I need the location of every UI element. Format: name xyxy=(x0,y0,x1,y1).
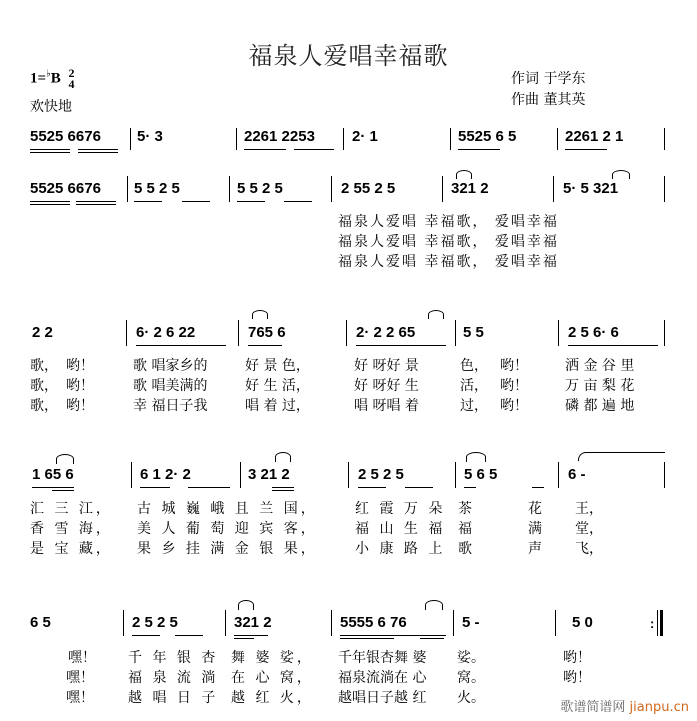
beam xyxy=(340,635,446,636)
measure: 5 0 xyxy=(572,614,593,631)
barline xyxy=(331,176,332,202)
repeat-barline-thin xyxy=(657,610,658,636)
beam xyxy=(234,635,268,636)
measure: 5 5 xyxy=(463,324,484,341)
lyric: 嘿！ xyxy=(66,670,94,686)
barline xyxy=(664,462,665,488)
key-signature xyxy=(30,68,75,90)
measure: 5555 6 76 xyxy=(340,614,407,631)
slur xyxy=(275,452,291,462)
barline xyxy=(229,176,230,202)
barline xyxy=(664,320,665,346)
score-line-1 xyxy=(0,128,697,158)
lyric: 是 宝 藏， xyxy=(30,541,113,557)
measure: 5 5 2 5 xyxy=(237,180,283,197)
measure: 6 - xyxy=(568,466,586,483)
lyric: 歌 唱美满的 xyxy=(133,378,208,394)
slur xyxy=(428,310,444,319)
barline xyxy=(123,610,124,636)
barline xyxy=(555,610,556,636)
measure: 6 1 2· 2 xyxy=(140,466,191,483)
lyric: 红 霞 万 朵 xyxy=(355,501,446,517)
lyric: 哟！ xyxy=(563,670,591,686)
barline xyxy=(558,320,559,346)
lyric: 哟！ xyxy=(500,378,528,394)
beam xyxy=(175,635,203,636)
lyric: 幸 福日子我 xyxy=(133,398,208,414)
lyric: 过， xyxy=(460,398,488,414)
repeat-barline-thick xyxy=(660,610,663,636)
barline xyxy=(558,462,559,488)
lyric: 王， xyxy=(575,501,603,517)
measure: 5· 3 xyxy=(137,128,163,145)
key-prefix: 1= xyxy=(30,70,47,87)
slur xyxy=(466,452,486,462)
lyric: 万 亩 梨 花 xyxy=(565,378,635,394)
lyric: 歌， xyxy=(30,358,58,374)
lyric: 哟！ xyxy=(563,650,591,666)
slur xyxy=(456,170,472,179)
barline xyxy=(343,128,344,150)
lyric: 哟！ xyxy=(66,398,94,414)
beam xyxy=(294,149,334,150)
lyric: 歌 唱家乡的 xyxy=(133,358,208,374)
measure: 6 5 xyxy=(30,614,51,631)
lyric-line: 福泉人爱唱 幸福歌， 爱唱幸福 xyxy=(338,214,559,230)
barline xyxy=(664,128,665,150)
score-line-4 xyxy=(0,466,697,496)
beam xyxy=(132,635,160,636)
measure: 5 5 2 5 xyxy=(134,180,180,197)
measure: 5525 6 5 xyxy=(458,128,517,145)
measure: 5 6 5 xyxy=(464,466,498,483)
beam xyxy=(78,152,118,153)
lyric: 娑。 xyxy=(457,650,485,666)
beam xyxy=(405,487,433,488)
beam xyxy=(30,149,70,150)
lyric: 越 红 火， xyxy=(231,690,314,706)
lyric: 小 康 路 上 xyxy=(355,541,446,557)
measure: 5525 6676 xyxy=(30,180,101,197)
lyric: 活， xyxy=(460,378,488,394)
lyric: 嘿！ xyxy=(68,650,96,666)
beam xyxy=(272,490,294,491)
lyric: 福 山 生 福 xyxy=(355,521,446,537)
tempo-marking: 欢快地 xyxy=(30,99,72,115)
beam xyxy=(532,487,544,488)
beam xyxy=(78,149,118,150)
watermark-cn: 歌谱简谱网 xyxy=(560,700,626,715)
lyric: 唱 着 过， xyxy=(245,398,310,414)
slur xyxy=(425,600,443,610)
barline xyxy=(442,176,443,202)
lyric: 福 泉 流 淌 xyxy=(128,670,219,686)
lyric: 汇 三 江， xyxy=(30,501,113,517)
barline xyxy=(130,128,131,150)
lyric: 香 雪 海， xyxy=(30,521,113,537)
lyric: 在 心 窝， xyxy=(231,670,314,686)
lyric: 磷 都 遍 地 xyxy=(565,398,635,414)
lyric: 福泉流淌在 心 xyxy=(338,670,427,686)
barline xyxy=(238,320,239,346)
slur xyxy=(252,310,268,319)
song-title: 福泉人爱唱幸福歌 xyxy=(248,42,449,70)
lyric: 窝。 xyxy=(457,670,485,686)
beam xyxy=(248,345,282,346)
beam xyxy=(340,638,394,639)
lyric: 好 景 色， xyxy=(245,358,310,374)
barline xyxy=(664,176,665,202)
composer-credit xyxy=(511,89,585,109)
lyric: 千年银杏舞 婆 xyxy=(338,650,427,666)
measure: 2 55 2 5 xyxy=(341,180,396,197)
lyric: 舞 婆 娑， xyxy=(231,650,314,666)
slur xyxy=(238,600,254,610)
lyric: 古 城 巍 峨 且 兰 国， xyxy=(137,501,318,517)
lyric: 唱 呀唱 着 xyxy=(354,398,419,414)
beam xyxy=(358,487,386,488)
lyric: 哟！ xyxy=(500,358,528,374)
lyric: 哟！ xyxy=(66,358,94,374)
beam xyxy=(30,201,70,202)
beam xyxy=(136,345,226,346)
lyricist-name: 于学东 xyxy=(543,71,586,87)
lyricist-label: 作词 xyxy=(511,71,539,87)
beam xyxy=(134,201,162,202)
beam xyxy=(234,638,254,639)
barline xyxy=(553,176,554,202)
watermark-en: jianpu.cn xyxy=(629,700,689,715)
beam xyxy=(182,201,210,202)
barline xyxy=(450,128,451,150)
beam xyxy=(237,201,265,202)
lyric: 歌， xyxy=(30,398,58,414)
measure: 5· 5 321 xyxy=(563,180,619,197)
measure: 2 5 2 5 xyxy=(132,614,178,631)
lyric: 越 唱 日 子 xyxy=(128,690,219,706)
measure: 765 6 xyxy=(248,324,286,341)
beam xyxy=(565,149,607,150)
measure: 2 2 xyxy=(32,324,53,341)
measure: 6· 2 6 22 xyxy=(136,324,196,341)
lyric: 哟！ xyxy=(66,378,94,394)
score-line-5 xyxy=(0,614,697,644)
lyric: 美 人 葡 萄 迎 宾 客， xyxy=(137,521,318,537)
barline xyxy=(127,176,128,202)
measure: 1 65 6 xyxy=(32,466,74,483)
watermark xyxy=(560,696,689,715)
beam xyxy=(420,638,444,639)
measure: 2· 1 xyxy=(352,128,378,145)
lyric: 千 年 银 杏 xyxy=(128,650,219,666)
barline xyxy=(348,462,349,488)
key-note: B xyxy=(50,70,61,87)
lyric-line: 福泉人爱唱 幸福歌， 爱唱幸福 xyxy=(338,254,559,270)
measure: 2 5 6· 6 xyxy=(568,324,619,341)
beam xyxy=(458,149,500,150)
beam xyxy=(188,487,230,488)
repeat-dots: : xyxy=(650,616,655,631)
lyric: 歌 xyxy=(458,541,472,557)
slur xyxy=(56,454,74,464)
beam xyxy=(52,490,74,491)
lyric: 堂， xyxy=(575,521,603,537)
lyric: 越唱日子越 红 xyxy=(338,690,427,706)
lyric: 好 生 活， xyxy=(245,378,310,394)
beam xyxy=(568,345,658,346)
beam xyxy=(76,204,116,205)
composer-label: 作曲 xyxy=(511,92,539,108)
barline xyxy=(455,320,456,346)
barline xyxy=(453,610,454,636)
lyric: 花 xyxy=(528,501,542,517)
lyric: 茶 xyxy=(458,501,472,517)
composer-name: 董其英 xyxy=(543,92,586,108)
barline xyxy=(131,462,132,488)
measure: 2261 2 1 xyxy=(565,128,624,145)
lyric-line: 福泉人爱唱 幸福歌， 爱唱幸福 xyxy=(338,234,559,250)
measure: 3 21 2 xyxy=(248,466,290,483)
beam xyxy=(30,204,70,205)
lyric: 洒 金 谷 里 xyxy=(565,358,635,374)
barline xyxy=(236,128,237,150)
measure: 321 2 xyxy=(234,614,272,631)
lyric: 歌， xyxy=(30,378,58,394)
measure: 2 5 2 5 xyxy=(358,466,404,483)
beam xyxy=(140,487,170,488)
barline xyxy=(557,128,558,150)
time-sig-top: 2 xyxy=(68,66,75,80)
measure: 2· 2 2 65 xyxy=(356,324,416,341)
lyric: 哟！ xyxy=(500,398,528,414)
tie xyxy=(578,452,665,461)
score-line-3 xyxy=(0,324,697,354)
beam xyxy=(272,487,294,488)
lyric: 果 乡 挂 满 金 银 果， xyxy=(137,541,318,557)
barline xyxy=(225,610,226,636)
barline xyxy=(240,462,241,488)
lyric: 声 xyxy=(528,541,542,557)
beam xyxy=(30,152,70,153)
slur xyxy=(612,170,630,179)
time-sig-bottom: 4 xyxy=(68,77,75,91)
barline xyxy=(346,320,347,346)
flat-sign: ♭ xyxy=(46,68,51,80)
lyric: 火。 xyxy=(457,690,485,706)
score-line-2 xyxy=(0,180,697,210)
beam xyxy=(284,201,312,202)
lyric: 好 呀好 生 xyxy=(354,378,419,394)
beam xyxy=(464,487,476,488)
lyric: 嘿！ xyxy=(66,690,94,706)
beam xyxy=(244,149,286,150)
measure: 5 - xyxy=(462,614,480,631)
lyric: 色， xyxy=(460,358,488,374)
measure: 5525 6676 xyxy=(30,128,101,145)
beam xyxy=(32,487,74,488)
barline xyxy=(455,462,456,488)
measure: 2261 2253 xyxy=(244,128,315,145)
lyric: 满 xyxy=(528,521,542,537)
beam xyxy=(356,345,446,346)
beam xyxy=(76,201,116,202)
measure: 321 2 xyxy=(451,180,489,197)
barline xyxy=(331,610,332,636)
lyric: 好 呀好 景 xyxy=(354,358,419,374)
lyricist-credit xyxy=(511,68,585,88)
lyric: 福 xyxy=(458,521,472,537)
lyric: 飞， xyxy=(575,541,603,557)
barline xyxy=(126,320,127,346)
time-signature xyxy=(69,68,75,90)
